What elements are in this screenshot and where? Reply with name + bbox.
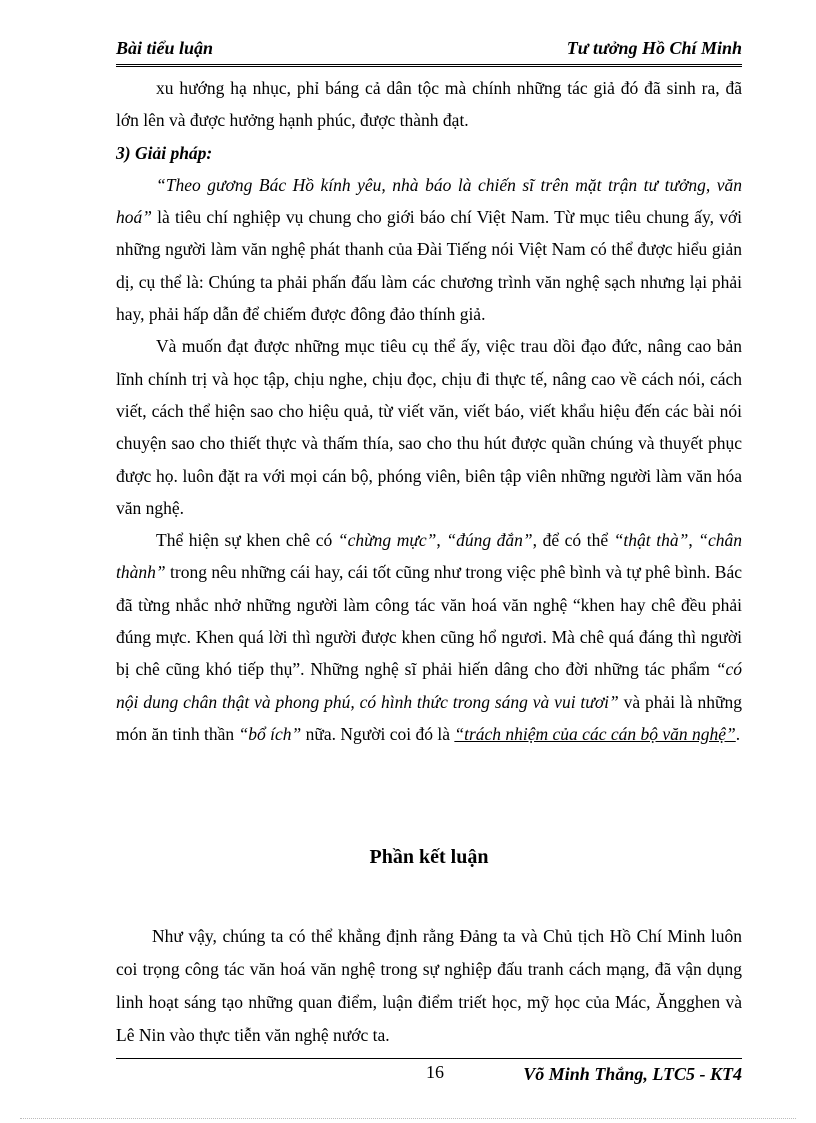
p4-text-d: , [688,530,699,551]
p4-quote-2: “đúng đắn” [446,530,533,551]
paragraph-2 [116,169,742,330]
p4-text-g: nữa. Người coi đó là [301,723,455,744]
p4-text-h: . [735,723,741,744]
p4-quote-4: “chân thành” [116,530,743,583]
paragraph-4 [116,524,742,750]
footer-rule [116,1058,742,1059]
p4-quote-6: “bổ ích” [238,723,302,744]
p4-quote-3: “thật thà” [613,530,689,551]
p4-text-c: , để có thể [532,530,614,551]
page-number: 16 [426,1062,444,1082]
conclusion-paragraph: Như vậy, chúng ta có thể khẳng định rằng Đảng ta và Chủ tịch Hồ Chí Minh luôn coi trọng công tác văn hoá văn nghệ trong sự nghiệp đấu tranh cách mạng, đã vận dụng linh hoạt sáng tạo những quan điểm, luận điểm triết học, mỹ học của Mác, Ăngghen và Lê Nin vào thực tiễn văn nghệ nước ta. [116,926,742,1045]
paragraph-3: Và muốn đạt được những mục tiêu cụ thể ấy, việc trau dồi đạo đức, nâng cao bản lĩnh chính trị và học tập, chịu nghe, chịu đọc, chịu đi thực tế, nâng cao về cách nói, cách viết, cách thể hiện sao cho hiệu quả, từ viết văn, viết báo, viết khẩu hiệu đến các bài nói chuyện sao cho thiết thực và thấm thía, sao cho thu hút được quần chúng và thuyết phục được họ. luôn đặt ra với mọi cán bộ, phóng viên, biên tập viên những người làm văn hóa văn nghệ. [116,336,742,518]
footer-author: Võ Minh Thắng, LTC5 - KT4 [523,1064,742,1084]
p4-text-e: trong nêu những cái hay, cái tốt cũng như trong việc phê bình và tự phê bình. Bác đã từng nhắc nhở những người làm công tác văn hoá văn nghệ “khen hay chê đều phải đúng mực. Khen quá lời thì người được khen cũng hổ ngươi. Mà chê quá đáng thì người bị chê cũng khó tiếp thụ”. Những nghệ sĩ phải hiến dâng cho đời những tác phẩm [116,562,742,680]
p4-quote-7: “trách nhiệm của các cán bộ văn nghệ” [454,723,736,744]
body-text [116,72,742,750]
header-right-title: Tư tưởng Hồ Chí Minh [566,38,742,58]
paragraph-2-text: là tiêu chí nghiệp vụ chung cho giới báo chí Việt Nam. Từ mục tiêu chung ấy, với những người làm văn nghệ phát thanh của Đài Tiếng nói Việt Nam có thể được hiểu giản dị, cụ thể là: Chúng ta phải phấn đấu làm các chương trình văn nghệ sạch nhưng lại phải hay, phải hấp dẫn để chiếm được đông đảo thính giả. [116,207,742,325]
header-left-title: Bài tiểu luận [116,38,214,58]
conclusion-body [116,920,742,1052]
p4-text-a: Thể hiện sự khen chê có [156,530,338,551]
p4-text-f: và phải là những món ăn tinh thần [116,691,742,744]
p4-quote-1: “chừng mực” [337,530,437,551]
p4-quote-5: “có nội dung chân thật và phong phú, có hình thức trong sáng và vui tươi” [116,659,742,712]
page-footer [116,1062,742,1088]
page-header [116,36,742,64]
paragraph-1: xu hướng hạ nhục, phỉ báng cả dân tộc mà chính những tác giả đó đã sinh ra, đã lớn lên và được hưởng hạnh phúc, được thành đạt. [116,78,742,131]
conclusion-title: Phần kết luận [369,846,489,868]
section-heading-solution: 3) Giải pháp: [116,142,213,163]
page-bottom-border [20,1118,796,1119]
quote-motto: “Theo gương Bác Hồ kính yêu, nhà báo là chiến sĩ trên mặt trận tư tưởng, văn hoá” [116,174,742,228]
header-rule [116,64,742,67]
p4-text-b: , [436,530,447,551]
